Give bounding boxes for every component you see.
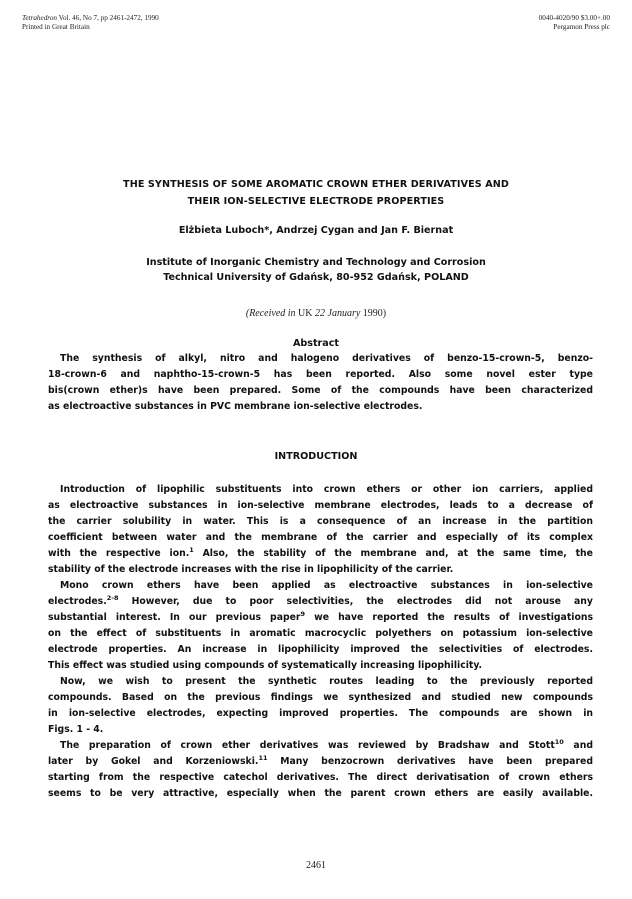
body-line: Now, we wish to present the synthetic routes leading to the previously reported [60, 676, 593, 687]
body-line: as electroactive substances in ion-selective membrane electrodes, leads to a decrease of [48, 500, 593, 511]
reference-marker: 9 [300, 610, 306, 618]
journal-header [22, 14, 159, 32]
introduction-text [48, 482, 593, 802]
body-line: electrodes.$^{2-8}$ However, due to poor selectivities, the electrodes did not arouse any [48, 594, 593, 607]
body-line: Mono crown ethers have been applied as electroactive substances in ion-selective [60, 580, 593, 591]
abstract-text [48, 351, 593, 415]
reference-marker: 2-8 [106, 594, 119, 602]
body-line: The preparation of crown ether derivatives was reviewed by Bradshaw and Stott$^{10}$ and [60, 738, 593, 751]
body-line: coefficient between water and the membrane of the carrier and especially of its complex [48, 532, 593, 543]
reference-marker: 1 [189, 546, 194, 554]
title-line: THE SYNTHESIS OF SOME AROMATIC CROWN ETHER DERIVATIVES AND [123, 179, 509, 190]
received-date: (Received in UK 22 January 1990) [245, 308, 387, 319]
body-line: Figs. 1 - 4. [48, 724, 104, 735]
reference-marker: 11 [258, 754, 268, 762]
body-line: the carrier solubility in water. This is a consequence of an increase in the partition [48, 516, 593, 527]
body-line: compounds. Based on the previous findings we synthesized and studied new compounds [48, 692, 593, 703]
abstract-line: as electroactive substances in PVC membrane ion-selective electrodes. [48, 401, 423, 412]
body-line: stability of the electrode increases with the rise in lipophilicity of the carrier. [48, 564, 454, 575]
publisher-name: Pergamon Press plc [553, 23, 610, 31]
body-line: in ion-selective electrodes, expecting improved properties. The compounds are shown in [48, 708, 593, 719]
affiliation [0, 255, 632, 285]
body-line: substantial interest. In our previous paper$^9$ we have reported the results of investigations [48, 610, 593, 623]
body-line: seems to be very attractive, especially when the parent crown ethers are easily available. [48, 788, 593, 799]
paper-title [0, 176, 632, 210]
body-line: starting from the respective catechol derivatives. The direct derivatisation of crown ethers [48, 772, 593, 783]
affiliation-line: Institute of Inorganic Chemistry and Technology and Corrosion [146, 257, 486, 268]
publisher-header [539, 14, 610, 32]
body-line: electrode properties. An increase in lipophilicity improved the selectivities of electrodes. [48, 644, 593, 655]
reference-marker: 10 [554, 738, 564, 746]
abstract-line: 18-crown-6 and naphtho-15-crown-5 has been reported. Also some novel ester type [48, 369, 593, 380]
authors: Elżbieta Luboch*, Andrzej Cygan and Jan F. Biernat [178, 225, 454, 236]
title-line: THEIR ION-SELECTIVE ELECTRODE PROPERTIES [187, 196, 445, 207]
printed-in: Printed in Great Britain [22, 23, 90, 31]
body-line: Introduction of lipophilic substituents into crown ethers or other ion carriers, applied [60, 484, 593, 495]
body-line: This effect was studied using compounds of systematically increasing lipophilicity. [48, 660, 483, 671]
page-number: 2461 [306, 860, 326, 871]
abstract-line: bis(crown ether)s have been prepared. Some of the compounds have been characterized [48, 385, 593, 396]
body-line: on the effect of substituents in aromatic macrocyclic polyethers on potassium ion-selective [48, 628, 593, 639]
body-line: later by Gokel and Korzeniowski.$^{11}$ Many benzocrown derivatives have been prepared [48, 754, 593, 767]
section-heading: INTRODUCTION [274, 451, 358, 462]
affiliation-line: Technical University of Gdańsk, 80-952 Gdańsk, POLAND [163, 272, 469, 283]
abstract-heading: Abstract [292, 338, 340, 349]
journal-citation: Tetrahedron Vol. 46, No 7, pp 2461-2472, 1990 [22, 14, 159, 22]
price-code: 0040-4020/90 $3.00+.00 [538, 14, 610, 22]
abstract-line: The synthesis of alkyl, nitro and halogeno derivatives of benzo-15-crown-5, benzo- [60, 353, 593, 364]
body-line: with the respective ion.$^1$ Also, the stability of the membrane and, at the same time, the [48, 546, 593, 559]
